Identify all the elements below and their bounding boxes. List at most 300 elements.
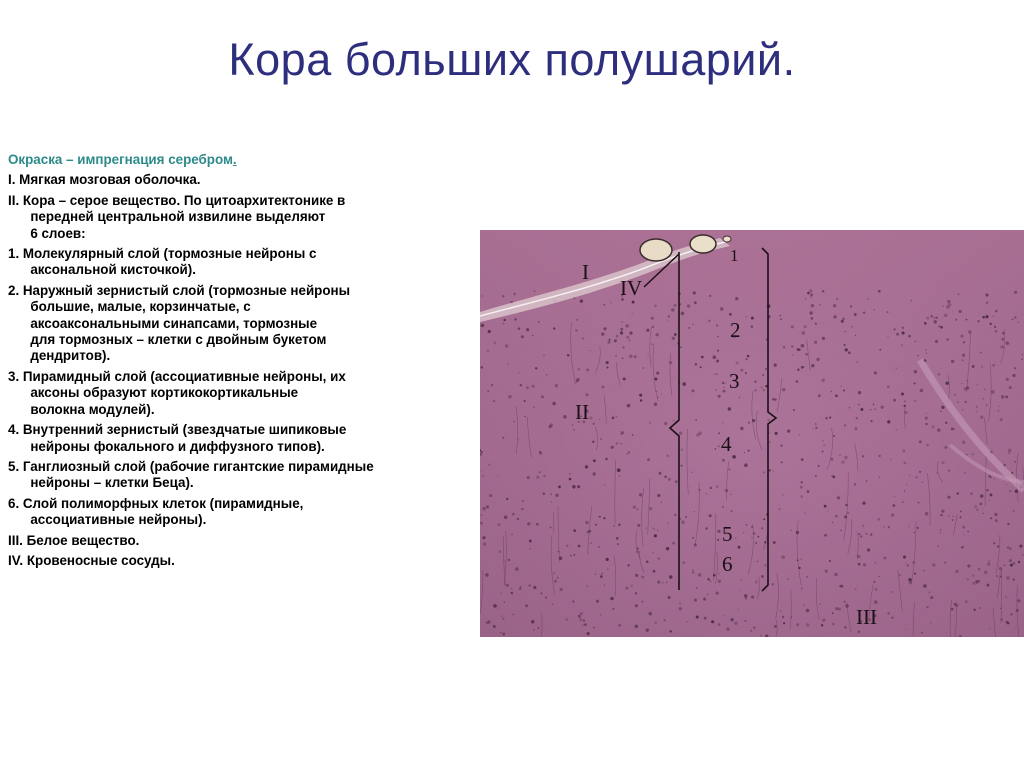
neuron-dot	[654, 534, 657, 537]
neuron-dot	[955, 570, 958, 573]
neuron-dot	[762, 374, 764, 376]
neuron-dot	[940, 326, 943, 329]
neuron-dot	[498, 607, 499, 608]
neuron-dot	[918, 502, 920, 504]
neuron-dot	[637, 508, 639, 510]
neuron-dot	[1021, 358, 1023, 360]
neuron-dot	[529, 584, 531, 586]
neuron-dot	[986, 405, 987, 406]
neuron-dot	[580, 612, 583, 615]
micrograph	[480, 230, 1024, 637]
neuron-dot	[631, 313, 632, 314]
neuron-dot	[723, 615, 724, 616]
text-line: 6. Слой полиморфных клеток (пирамидные,	[8, 495, 304, 511]
neuron-dot	[713, 355, 717, 359]
neuron-dot	[552, 402, 556, 406]
neuron-dot	[755, 581, 758, 584]
neuron-dot	[576, 380, 578, 382]
neuron-dot	[780, 610, 782, 612]
neuron-dot	[771, 583, 774, 586]
neuron-dot	[666, 581, 668, 583]
neuron-dot	[887, 385, 890, 388]
neuron-dot	[921, 632, 923, 634]
neuron-dot	[769, 441, 771, 443]
neuron-dot	[854, 313, 857, 316]
neuron-dot	[849, 407, 850, 408]
neuron-dot	[990, 476, 992, 478]
neuron-dot	[961, 383, 962, 384]
neuron-dot	[722, 506, 724, 508]
neuron-dot	[668, 315, 670, 317]
neuron-dot	[801, 344, 805, 348]
neuron-dot	[529, 548, 530, 549]
text-line: аксоны образуют кортикокортикальные	[8, 385, 299, 401]
neuron-dot	[610, 597, 613, 600]
neuron-dot	[681, 520, 685, 524]
neuron-dot	[579, 618, 582, 621]
neuron-dot	[666, 547, 669, 550]
neuron-dot	[626, 453, 627, 454]
neuron-dot	[506, 584, 509, 587]
neuron-dot	[860, 408, 863, 411]
neuron-dot	[797, 348, 800, 351]
neuron-dot	[854, 427, 857, 430]
neuron-dot	[512, 513, 515, 516]
neuron-dot	[603, 517, 605, 519]
text-line: IV. Кровеносные сосуды.	[8, 552, 175, 568]
neuron-dot	[526, 328, 529, 331]
neuron-dot	[923, 584, 926, 587]
neuron-dot	[978, 580, 980, 582]
neuron-dot	[753, 626, 755, 628]
neuron-dot	[981, 366, 983, 368]
neuron-dot	[511, 534, 513, 536]
neuron-dot	[704, 617, 707, 620]
neuron-dot	[598, 515, 600, 517]
neuron-dot	[957, 293, 959, 295]
neuron-dot	[1001, 395, 1004, 398]
neuron-dot	[925, 349, 927, 351]
neuron-dot	[740, 369, 743, 372]
text-line: аксоаксональными синапсами, тормозные	[8, 315, 318, 331]
neuron-dot	[946, 382, 949, 385]
neuron-dot	[716, 373, 718, 375]
neuron-dot	[948, 515, 950, 517]
neuron-dot	[862, 455, 864, 457]
neuron-dot	[739, 397, 740, 398]
neuron-dot	[844, 601, 846, 603]
neuron-dot	[582, 624, 583, 625]
neuron-dot	[543, 475, 546, 478]
neuron-dot	[781, 462, 783, 464]
neuron-dot	[855, 335, 856, 336]
neuron-dot	[513, 421, 515, 423]
neuron-dot	[870, 409, 871, 410]
neuron-dot	[618, 624, 621, 627]
paragraph	[8, 496, 484, 529]
neuron-dot	[572, 601, 574, 603]
neuron-dot	[617, 468, 621, 472]
neuron-dot	[804, 512, 806, 514]
neuron-dot	[489, 494, 492, 497]
neuron-dot	[959, 516, 961, 518]
neuron-dot	[716, 485, 719, 488]
neuron-dot	[822, 440, 824, 442]
neuron-dot	[972, 582, 975, 585]
paragraph	[8, 422, 484, 455]
neuron-dot	[659, 472, 662, 475]
neuron-dot	[993, 315, 995, 317]
neuron-dot	[992, 364, 995, 367]
neuron-dot	[550, 494, 552, 496]
neuron-dot	[809, 311, 812, 314]
neuron-dot	[718, 395, 721, 398]
neuron-dot	[691, 472, 693, 474]
neuron-dot	[832, 612, 834, 614]
neuron-dot	[656, 333, 659, 336]
neuron-dot	[583, 619, 585, 621]
neuron-dot	[831, 475, 832, 476]
neuron-dot	[996, 575, 999, 578]
neuron-dot	[639, 394, 642, 397]
neuron-dot	[982, 316, 985, 319]
neuron-dot	[933, 317, 935, 319]
neuron-dot	[722, 459, 725, 462]
neuron-dot	[844, 626, 847, 629]
neuron-dot	[1004, 565, 1006, 567]
neuron-dot	[497, 475, 499, 477]
neuron-dot	[783, 346, 785, 348]
neuron-dot	[735, 537, 737, 539]
neuron-dot	[1019, 545, 1022, 548]
neuron-dot	[919, 440, 922, 443]
neuron-dot	[906, 484, 907, 485]
neuron-dot	[933, 320, 936, 323]
neuron-dot	[488, 464, 490, 466]
neuron-dot	[740, 427, 744, 431]
neuron-dot	[952, 519, 954, 521]
neuron-dot	[806, 609, 810, 613]
neuron-dot	[664, 422, 667, 425]
neuron-dot	[901, 392, 904, 395]
neuron-dot	[914, 370, 918, 374]
neuron-dot	[674, 514, 676, 516]
text-line: нейроны фокального и диффузного типов).	[8, 438, 325, 454]
neuron-dot	[954, 394, 956, 396]
neuron-dot	[555, 384, 559, 388]
neuron-dot	[841, 460, 844, 463]
neuron-dot	[612, 608, 614, 610]
neuron-dot	[905, 629, 906, 630]
neuron-dot	[844, 331, 846, 333]
neuron-dot	[506, 498, 508, 500]
neuron-dot	[994, 326, 996, 328]
neuron-dot	[945, 446, 948, 449]
neuron-dot	[818, 465, 820, 467]
neuron-dot	[513, 292, 516, 295]
slide-title: Кора больших полушарий.	[228, 34, 796, 85]
neuron-dot	[748, 450, 750, 452]
neuron-dot	[558, 486, 561, 489]
neuron-dot	[616, 537, 619, 540]
neuron-dot	[553, 327, 555, 329]
blood-vessel	[640, 239, 672, 261]
neuron-dot	[520, 586, 522, 588]
neuron-dot	[557, 577, 559, 579]
neuron-dot	[866, 480, 868, 482]
neuron-dot	[716, 592, 719, 595]
neuron-dot	[922, 482, 923, 483]
neuron-dot	[787, 429, 790, 432]
neuron-dot	[959, 310, 962, 313]
neuron-dot	[682, 561, 685, 564]
neuron-dot	[1010, 564, 1013, 567]
neuron-dot	[744, 463, 748, 467]
neuron-dot	[841, 320, 844, 323]
neuron-dot	[673, 420, 675, 422]
neuron-dot	[728, 407, 731, 410]
neuron-dot	[692, 569, 694, 571]
neuron-dot	[692, 323, 694, 325]
neuron-dot	[844, 344, 846, 346]
neuron-dot	[593, 627, 595, 629]
neuron-dot	[837, 496, 840, 499]
neuron-dot	[666, 455, 668, 457]
neuron-dot	[639, 493, 642, 496]
neuron-dot	[522, 508, 524, 510]
neuron-dot	[487, 620, 490, 623]
neuron-dot	[593, 459, 596, 462]
neuron-dot	[628, 339, 630, 341]
neuron-dot	[967, 531, 969, 533]
neuron-dot	[966, 386, 970, 390]
neuron-dot	[664, 619, 666, 621]
neuron-dot	[729, 313, 732, 316]
neuron-dot	[865, 533, 867, 535]
neuron-dot	[701, 356, 704, 359]
neuron-dot	[787, 578, 789, 580]
neuron-dot	[497, 523, 500, 526]
neuron-dot	[550, 526, 552, 528]
neuron-dot	[725, 383, 726, 384]
neuron-dot	[984, 571, 988, 575]
neuron-dot	[536, 523, 539, 526]
neuron-dot	[947, 496, 950, 499]
neuron-dot	[821, 624, 823, 626]
neuron-dot	[535, 367, 537, 369]
neuron-dot	[651, 344, 653, 346]
neuron-dot	[984, 388, 986, 390]
neuron-dot	[560, 588, 563, 591]
neuron-dot	[978, 568, 981, 571]
neuron-dot	[765, 368, 767, 370]
neuron-dot	[972, 453, 974, 455]
neuron-dot	[654, 402, 657, 405]
neuron-dot	[745, 372, 747, 374]
neuron-dot	[823, 445, 824, 446]
neuron-dot	[825, 417, 828, 420]
neuron-dot	[700, 366, 702, 368]
neuron-dot	[975, 580, 978, 583]
neuron-dot	[874, 408, 875, 409]
neuron-dot	[555, 494, 559, 498]
neuron-dot	[718, 573, 720, 575]
neuron-dot	[576, 319, 578, 321]
neuron-dot	[904, 490, 905, 491]
text-line: III. Белое вещество.	[8, 532, 140, 548]
neuron-dot	[829, 560, 831, 562]
neuron-dot	[669, 630, 671, 632]
neuron-dot	[662, 582, 664, 584]
neuron-dot	[573, 554, 575, 556]
neuron-dot	[815, 427, 817, 429]
neuron-dot	[887, 420, 890, 423]
neuron-dot	[985, 315, 988, 318]
neuron-dot	[951, 360, 954, 363]
neuron-dot	[707, 594, 708, 595]
neuron-dot	[601, 573, 603, 575]
neuron-dot	[814, 341, 817, 344]
neuron-dot	[695, 419, 697, 421]
neuron-dot	[947, 300, 950, 303]
neuron-dot	[995, 330, 998, 333]
neuron-dot	[623, 346, 625, 348]
neuron-dot	[648, 612, 651, 615]
neuron-dot	[647, 458, 650, 461]
neuron-dot	[919, 471, 921, 473]
neuron-dot	[613, 525, 615, 527]
neuron-dot	[679, 607, 682, 610]
neuron-dot	[878, 455, 880, 457]
neuron-dot	[810, 296, 812, 298]
neuron-dot	[751, 537, 752, 538]
neuron-dot	[578, 545, 581, 548]
neuron-dot	[908, 335, 911, 338]
neuron-dot	[891, 617, 893, 619]
neuron-dot	[499, 550, 502, 553]
neuron-dot	[578, 368, 581, 371]
neuron-dot	[935, 317, 937, 319]
neuron-dot	[504, 602, 505, 603]
text-line: ассоциативные нейроны).	[8, 512, 207, 528]
blood-vessel	[690, 235, 716, 253]
neuron-dot	[833, 435, 835, 437]
neuron-dot	[879, 476, 881, 478]
neuron-dot	[527, 522, 530, 525]
paragraph	[8, 553, 484, 569]
neuron-dot	[625, 324, 629, 328]
neuron-dot	[751, 325, 753, 327]
neuron-dot	[891, 591, 893, 593]
neuron-dot	[511, 588, 513, 590]
neuron-dot	[668, 478, 671, 481]
neuron-dot	[642, 367, 644, 369]
paragraph	[8, 172, 484, 188]
neuron-dot	[595, 574, 596, 575]
neuron-dot	[1013, 510, 1015, 512]
neuron-dot	[858, 533, 860, 535]
neuron-dot	[845, 348, 848, 351]
neuron-dot	[640, 399, 642, 401]
neuron-dot	[515, 567, 519, 571]
blood-vessel	[723, 236, 731, 242]
neuron-dot	[883, 526, 884, 527]
neuron-dot	[481, 470, 482, 471]
neuron-dot	[502, 618, 504, 620]
neuron-dot	[944, 314, 947, 317]
neuron-dot	[1014, 291, 1017, 294]
neuron-dot	[483, 542, 486, 545]
neuron-dot	[894, 328, 896, 330]
neuron-dot	[600, 614, 601, 615]
neuron-dot	[603, 304, 605, 306]
neuron-dot	[815, 423, 816, 424]
neuron-dot	[653, 529, 654, 530]
neuron-dot	[715, 448, 716, 449]
text-line: II. Кора – серое вещество. По цитоархитектонике в	[8, 192, 346, 208]
neuron-dot	[717, 350, 719, 352]
neuron-dot	[635, 625, 638, 628]
neuron-dot	[999, 567, 1002, 570]
neuron-dot	[525, 604, 528, 607]
neuron-dot	[711, 620, 714, 623]
neuron-dot	[709, 295, 711, 297]
neuron-dot	[675, 480, 678, 483]
neuron-dot	[780, 444, 782, 446]
neuron-dot	[929, 591, 931, 593]
neuron-dot	[642, 601, 644, 603]
neuron-dot	[874, 309, 875, 310]
neuron-dot	[867, 298, 869, 300]
neuron-dot	[481, 514, 483, 516]
neuron-dot	[986, 584, 989, 587]
neuron-dot	[960, 510, 962, 512]
neuron-dot	[991, 390, 994, 393]
neuron-dot	[585, 465, 588, 468]
neuron-dot	[606, 361, 609, 364]
neuron-dot	[491, 384, 493, 386]
neuron-dot	[940, 532, 941, 533]
neuron-dot	[744, 452, 745, 453]
layer-4-label: 4	[721, 432, 732, 456]
neuron-dot	[829, 416, 831, 418]
neuron-dot	[772, 398, 775, 401]
neuron-dot	[944, 562, 946, 564]
neuron-dot	[910, 300, 912, 302]
neuron-dot	[543, 355, 544, 356]
neuron-dot	[834, 573, 837, 576]
neuron-dot	[654, 621, 657, 624]
neuron-dot	[669, 575, 672, 578]
neuron-dot	[717, 539, 719, 541]
neuron-dot	[793, 409, 795, 411]
neuron-dot	[621, 431, 624, 434]
neuron-dot	[998, 406, 999, 407]
neuron-dot	[962, 354, 965, 357]
neuron-dot	[896, 333, 899, 336]
neuron-dot	[747, 355, 750, 358]
neuron-dot	[482, 536, 485, 539]
label-I: I	[582, 260, 589, 284]
neuron-dot	[681, 449, 683, 451]
neuron-dot	[682, 382, 686, 386]
neuron-dot	[989, 628, 990, 629]
neuron-dot	[769, 469, 771, 471]
neuron-dot	[507, 363, 509, 365]
neuron-dot	[657, 494, 660, 497]
neuron-dot	[754, 389, 756, 391]
neuron-dot	[668, 596, 671, 599]
